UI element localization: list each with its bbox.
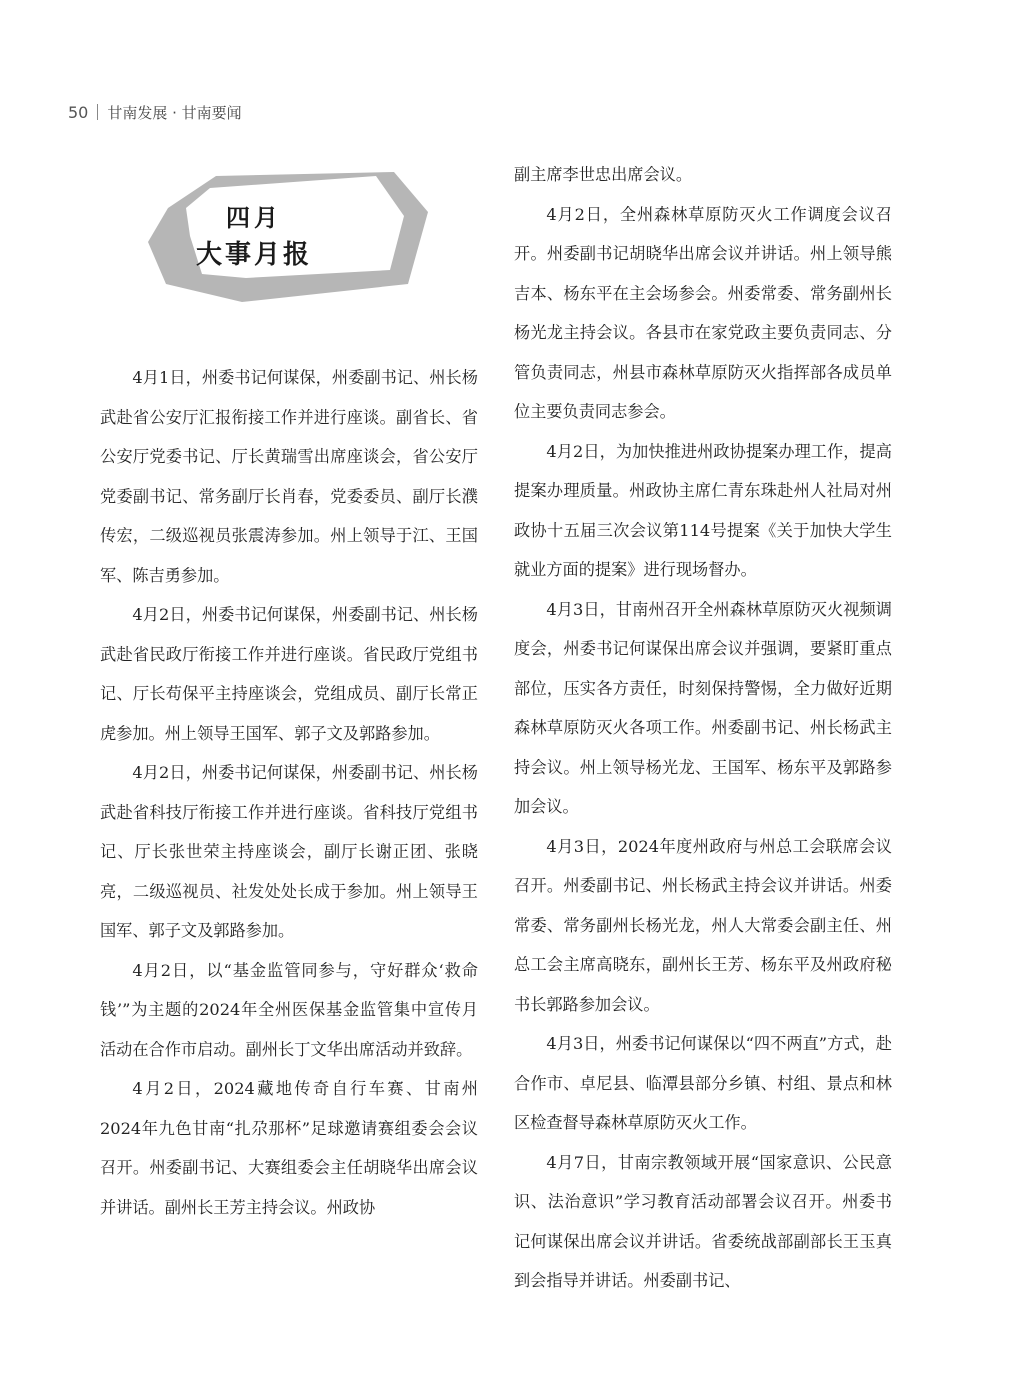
news-item: 4月2日，以“基金监管同参与，守好群众‘救命钱’”为主题的2024年全州医保基金监管集中宣传月活动在合作市启动。副州长丁文华出席活动并致辞。 — [100, 960, 478, 1059]
news-item: 4月3日，州委书记何谋保以“四不两直”方式，赴合作市、卓尼县、临潭县部分乡镇、村组、景点和林区检查督导森林草原防灭火工作。 — [514, 1034, 892, 1132]
news-item: 4月2日，为加快推进州政协提案办理工作，提高提案办理质量。州政协主席仁青东珠赴州人社局对州政协十五届三次会议第114号提案《关于加快大学生就业方面的提案》进行现场督办。 — [514, 441, 892, 579]
news-item: 4月2日，州委书记何谋保，州委副书记、州长杨武赴省民政厅衔接工作并进行座谈。省民政厅党组书记、厅长苟保平主持座谈会，党组成员、副厅长常正虎参加。州上领导王国军、郭子文及郭路参加。 — [100, 605, 478, 743]
right-column — [514, 155, 892, 1301]
news-item: 4月7日，甘南宗教领域开展“国家意识、公民意识、法治意识”学习教育活动部署会议召开。州委书记何谋保出席会议并讲话。省委统战部副部长王玉真到会指导并讲话。州委副书记、 — [514, 1152, 892, 1290]
banner-title-report: 大事月报 — [195, 240, 312, 270]
news-item-continuation: 副主席李世忠出席会议。 — [514, 165, 693, 184]
news-item: 4月2日，全州森林草原防灭火工作调度会议召开。州委副书记胡晓华出席会议并讲话。州上领导熊吉本、杨东平在主会场参会。州委常委、常务副州长杨光龙主持会议。各县市在家党政主要负责同志、分管负责同志，州县市森林草原防灭火指挥部各成员单位主要负责同志参会。 — [514, 204, 892, 421]
left-column — [100, 358, 478, 1227]
banner-title-month: 四月 — [226, 204, 282, 232]
news-item: 4月3日，2024年度州政府与州总工会联席会议召开。州委副书记、州长杨武主持会议并讲话。州委常委、常务副州长杨光龙，州人大常委会副主任、州总工会主席高晓东，副州长王芳、杨东平及州政府秘书长郭路参加会议。 — [514, 836, 892, 1014]
news-item: 4月2日，2024藏地传奇自行车赛、甘南州2024年九色甘南“扎尕那杯”足球邀请赛组委会会议召开。州委副书记、大赛组委会主任胡晓华出席会议并讲话。副州长王芳主持会议。州政协 — [100, 1079, 478, 1217]
news-item: 4月1日，州委书记何谋保，州委副书记、州长杨武赴省公安厅汇报衔接工作并进行座谈。副省长、省公安厅党委书记、厅长黄瑞雪出席座谈会，省公安厅党委副书记、常务副厅长肖春，党委委员、副厅长濮传宏，二级巡视员张震涛参加。州上领导于江、王国军、陈吉勇参加。 — [100, 368, 478, 585]
news-item: 4月2日，州委书记何谋保，州委副书记、州长杨武赴省科技厅衔接工作并进行座谈。省科技厅党组书记、厅长张世荣主持座谈会，副厅长谢正团、张晓亮，二级巡视员、社发处处长成于参加。州上领导王国军、郭子文及郭路参加。 — [100, 763, 478, 940]
page-number: 50 — [68, 102, 89, 122]
monthly-report-banner — [128, 172, 428, 312]
news-item: 4月3日，甘南州召开全州森林草原防灭火视频调度会，州委书记何谋保出席会议并强调，要紧盯重点部位，压实各方责任，时刻保持警惕，全力做好近期森林草原防灭火各项工作。州委副书记、州长杨武主持会议。州上领导杨光龙、王国军、杨东平及郭路参加会议。 — [514, 599, 892, 816]
page-header — [68, 100, 242, 124]
section-title: 甘南发展 · 甘南要闻 — [107, 103, 242, 122]
header-divider — [97, 104, 98, 120]
